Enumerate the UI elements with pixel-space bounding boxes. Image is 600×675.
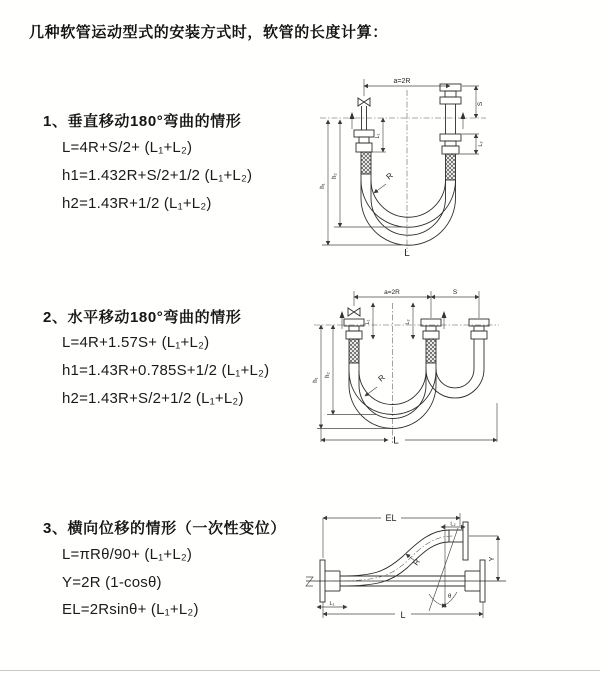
dim-span2	[431, 289, 479, 297]
valve-icon	[348, 308, 360, 316]
dim-label-l1: L₁	[329, 601, 335, 607]
diagram-horizontal-180-bend	[311, 285, 506, 455]
dim-l	[321, 403, 497, 447]
hose-u-arcs	[361, 180, 456, 245]
section-2-heading: 2、水平移动180°弯曲的情形	[43, 309, 242, 326]
dim-label-l2: L₂	[450, 521, 456, 528]
dim-label-l: L	[400, 610, 406, 620]
dim-l2	[441, 522, 465, 528]
dim-l1	[372, 118, 386, 152]
dim-h1	[320, 120, 407, 245]
label-r	[374, 171, 395, 193]
section-1-formula-h1: h1=1.432R+S/2+1/2 (L₁+L₂)	[62, 167, 253, 184]
braided-hose-section	[349, 339, 359, 363]
dim-label-s: S	[477, 101, 484, 107]
dim-el	[323, 513, 460, 558]
upper-flange	[449, 522, 468, 560]
dim-y	[469, 536, 498, 581]
section-2-formula-h2: h2=1.43R+S/2+1/2 (L₁+L₂)	[62, 390, 244, 407]
dim-l	[323, 602, 483, 620]
dim-label-r: R	[376, 372, 387, 384]
dim-label-h2: h₂	[325, 372, 331, 378]
dim-label-l2: L₂	[478, 141, 484, 147]
page-title: 几种软管运动型式的安装方式时，软管的长度计算：	[29, 24, 388, 41]
braided-hose-section	[446, 154, 456, 180]
section-3-formula-EL: EL=2Rsinθ+ (L₁+L₂)	[62, 601, 199, 618]
dim-label-r: R	[384, 170, 395, 182]
diagram-vertical-180-bend	[316, 74, 501, 259]
valve-icon	[358, 98, 370, 106]
axis-centerline	[306, 577, 506, 586]
section-3-heading: 3、横向位移的情形（一次性变位）	[43, 520, 286, 537]
left-fitting	[344, 319, 364, 385]
dim-label-span1: a=2R	[384, 289, 400, 296]
dim-s	[462, 86, 484, 118]
dim-label-theta: θ	[448, 594, 452, 600]
dim-label-h1: h₁	[313, 377, 319, 383]
right-fitting	[469, 319, 489, 369]
braided-hose-section	[426, 339, 436, 363]
dim-label-h1: h₁	[320, 183, 326, 189]
right-fitting	[440, 84, 461, 198]
dim-label-el: EL	[385, 513, 397, 523]
section-2-formula-h1: h1=1.43R+0.785S+1/2 (L₁+L₂)	[62, 362, 270, 379]
dim-label-r: R	[411, 557, 422, 568]
dim-label-l1: L₁	[375, 133, 381, 139]
section-1-formula-L: L=4R+S/2+ (L₁+L₂)	[62, 139, 193, 156]
dim-label-y: Y	[489, 556, 496, 562]
dim-l2	[460, 134, 484, 154]
dim-label-l2: L₂	[405, 319, 411, 325]
dim-h2	[325, 325, 376, 415]
section-2-formula-L: L=4R+1.57S+ (L₁+L₂)	[62, 334, 210, 351]
section-3-formula-L: L=πRθ/90+ (L₁+L₂)	[62, 546, 193, 563]
dim-label-l: L	[393, 435, 399, 447]
dim-l2	[405, 303, 413, 339]
section-1-formula-h2: h2=1.43R+1/2 (L₁+L₂)	[62, 195, 212, 212]
dim-label-span2: S	[452, 289, 458, 296]
section-3-formula-Y: Y=2R (1-cosθ)	[62, 574, 162, 591]
dim-label-l: L	[404, 248, 410, 259]
diagram-lateral-displacement	[303, 508, 508, 648]
hose-s-curve	[333, 530, 453, 586]
braided-hose-section	[361, 152, 371, 174]
label-r	[365, 373, 387, 396]
page-bottom-rule	[0, 670, 600, 671]
axis-break-mark	[306, 577, 313, 586]
dim-label-h2: h₂	[332, 173, 338, 179]
dim-label-span: a=2R	[393, 78, 411, 85]
dim-l1	[365, 303, 373, 339]
centerlines	[320, 90, 486, 252]
middle-fitting	[421, 319, 441, 385]
dim-label-l1: L₁	[365, 319, 371, 325]
section-1-heading: 1、垂直移动180°弯曲的情形	[43, 113, 242, 130]
